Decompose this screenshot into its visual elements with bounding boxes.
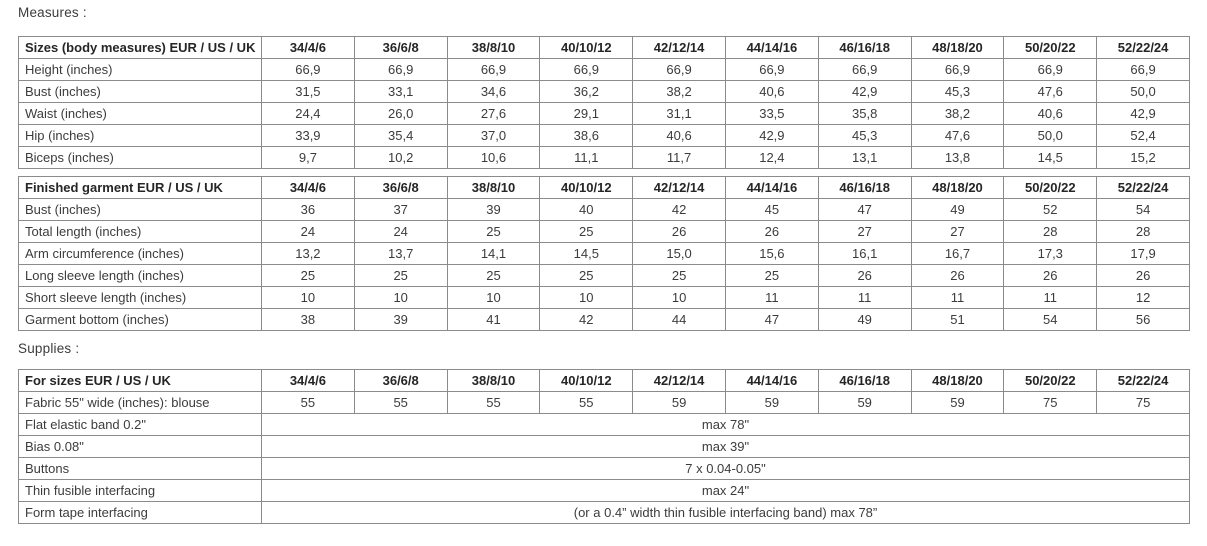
row-label: Total length (inches) [19, 221, 262, 243]
size-column-header: 52/22/24 [1097, 177, 1190, 199]
row-label: Bust (inches) [19, 199, 262, 221]
value-cell: 45,3 [818, 125, 911, 147]
value-cell: 40,6 [1004, 103, 1097, 125]
value-cell: 27,6 [447, 103, 540, 125]
table-row [19, 81, 1190, 103]
value-cell: 10 [354, 287, 447, 309]
value-cell: 17,3 [1004, 243, 1097, 265]
value-cell: 11 [1004, 287, 1097, 309]
value-cell: 25 [447, 265, 540, 287]
value-cell: 45 [725, 199, 818, 221]
table-row [19, 414, 1190, 436]
value-cell: 55 [354, 392, 447, 414]
value-cell: 11 [725, 287, 818, 309]
row-label: Thin fusible interfacing [19, 480, 262, 502]
table-row [19, 458, 1190, 480]
value-cell: 24,4 [262, 103, 355, 125]
table-title-cell: Finished garment EUR / US / UK [19, 177, 262, 199]
value-cell: 15,6 [725, 243, 818, 265]
value-cell: 26 [633, 221, 726, 243]
value-cell: 42,9 [725, 125, 818, 147]
value-cell: 11 [911, 287, 1004, 309]
value-cell: 35,8 [818, 103, 911, 125]
table-row [19, 502, 1190, 524]
value-cell: 59 [633, 392, 726, 414]
table-row [19, 309, 1190, 331]
value-cell: 42,9 [1097, 103, 1190, 125]
value-cell: 47,6 [911, 125, 1004, 147]
value-cell: 12 [1097, 287, 1190, 309]
value-cell: 15,2 [1097, 147, 1190, 169]
value-cell: 42,9 [818, 81, 911, 103]
value-cell: 56 [1097, 309, 1190, 331]
value-cell: 10,6 [447, 147, 540, 169]
value-cell: 37 [354, 199, 447, 221]
value-cell: 24 [262, 221, 355, 243]
size-column-header: 48/18/20 [911, 370, 1004, 392]
merged-value-cell: max 78" [262, 414, 1190, 436]
table-row [19, 147, 1190, 169]
row-label: Height (inches) [19, 59, 262, 81]
value-cell: 37,0 [447, 125, 540, 147]
value-cell: 52,4 [1097, 125, 1190, 147]
value-cell: 25 [540, 221, 633, 243]
size-column-header: 34/4/6 [262, 37, 355, 59]
value-cell: 52 [1004, 199, 1097, 221]
merged-value-cell: max 24" [262, 480, 1190, 502]
value-cell: 66,9 [1097, 59, 1190, 81]
value-cell: 75 [1097, 392, 1190, 414]
value-cell: 59 [818, 392, 911, 414]
table-title-cell: For sizes EUR / US / UK [19, 370, 262, 392]
value-cell: 42 [540, 309, 633, 331]
value-cell: 10 [447, 287, 540, 309]
size-column-header: 52/22/24 [1097, 370, 1190, 392]
table-row [19, 392, 1190, 414]
value-cell: 25 [540, 265, 633, 287]
value-cell: 35,4 [354, 125, 447, 147]
row-label: Form tape interfacing [19, 502, 262, 524]
value-cell: 38,6 [540, 125, 633, 147]
value-cell: 39 [354, 309, 447, 331]
value-cell: 49 [818, 309, 911, 331]
value-cell: 14,5 [1004, 147, 1097, 169]
value-cell: 10 [262, 287, 355, 309]
table-title-cell: Sizes (body measures) EUR / US / UK [19, 37, 262, 59]
value-cell: 10 [540, 287, 633, 309]
table-row [19, 125, 1190, 147]
value-cell: 25 [354, 265, 447, 287]
row-label: Long sleeve length (inches) [19, 265, 262, 287]
value-cell: 66,9 [262, 59, 355, 81]
value-cell: 38,2 [911, 103, 1004, 125]
value-cell: 28 [1004, 221, 1097, 243]
row-label: Fabric 55" wide (inches): blouse [19, 392, 262, 414]
supplies-table [18, 369, 1190, 524]
value-cell: 26 [1097, 265, 1190, 287]
value-cell: 55 [447, 392, 540, 414]
size-column-header: 36/6/8 [354, 177, 447, 199]
row-label: Garment bottom (inches) [19, 309, 262, 331]
merged-value-cell: max 39" [262, 436, 1190, 458]
value-cell: 39 [447, 199, 540, 221]
size-column-header: 48/18/20 [911, 177, 1004, 199]
size-column-header: 46/16/18 [818, 177, 911, 199]
size-column-header: 44/14/16 [725, 37, 818, 59]
value-cell: 26 [1004, 265, 1097, 287]
size-column-header: 40/10/12 [540, 37, 633, 59]
value-cell: 11 [818, 287, 911, 309]
value-cell: 36 [262, 199, 355, 221]
size-column-header: 38/8/10 [447, 37, 540, 59]
value-cell: 66,9 [354, 59, 447, 81]
value-cell: 14,1 [447, 243, 540, 265]
merged-value-cell: 7 x 0.04-0.05" [262, 458, 1190, 480]
value-cell: 47,6 [1004, 81, 1097, 103]
value-cell: 54 [1004, 309, 1097, 331]
value-cell: 26 [725, 221, 818, 243]
value-cell: 33,5 [725, 103, 818, 125]
value-cell: 47 [725, 309, 818, 331]
value-cell: 55 [540, 392, 633, 414]
size-column-header: 50/20/22 [1004, 177, 1097, 199]
table-header-row [19, 177, 1190, 199]
size-column-header: 42/12/14 [633, 37, 726, 59]
value-cell: 75 [1004, 392, 1097, 414]
value-cell: 24 [354, 221, 447, 243]
value-cell: 14,5 [540, 243, 633, 265]
table-header-row [19, 37, 1190, 59]
value-cell: 13,1 [818, 147, 911, 169]
value-cell: 25 [262, 265, 355, 287]
value-cell: 44 [633, 309, 726, 331]
value-cell: 26 [911, 265, 1004, 287]
value-cell: 13,2 [262, 243, 355, 265]
row-label: Flat elastic band 0.2" [19, 414, 262, 436]
value-cell: 45,3 [911, 81, 1004, 103]
size-column-header: 48/18/20 [911, 37, 1004, 59]
value-cell: 25 [447, 221, 540, 243]
size-column-header: 50/20/22 [1004, 37, 1097, 59]
value-cell: 11,7 [633, 147, 726, 169]
merged-value-cell: (or a 0.4” width thin fusible interfacing band) max 78” [262, 502, 1190, 524]
size-column-header: 44/14/16 [725, 177, 818, 199]
value-cell: 31,5 [262, 81, 355, 103]
size-column-header: 36/6/8 [354, 370, 447, 392]
size-column-header: 34/4/6 [262, 370, 355, 392]
value-cell: 13,7 [354, 243, 447, 265]
value-cell: 11,1 [540, 147, 633, 169]
value-cell: 26,0 [354, 103, 447, 125]
value-cell: 51 [911, 309, 1004, 331]
value-cell: 16,7 [911, 243, 1004, 265]
value-cell: 66,9 [725, 59, 818, 81]
size-column-header: 34/4/6 [262, 177, 355, 199]
table-header-row [19, 370, 1190, 392]
value-cell: 13,8 [911, 147, 1004, 169]
value-cell: 29,1 [540, 103, 633, 125]
row-label: Hip (inches) [19, 125, 262, 147]
table-row [19, 480, 1190, 502]
value-cell: 50,0 [1097, 81, 1190, 103]
value-cell: 50,0 [1004, 125, 1097, 147]
value-cell: 17,9 [1097, 243, 1190, 265]
row-label: Bust (inches) [19, 81, 262, 103]
table-row [19, 436, 1190, 458]
size-column-header: 46/16/18 [818, 370, 911, 392]
table-row [19, 221, 1190, 243]
value-cell: 33,1 [354, 81, 447, 103]
value-cell: 10,2 [354, 147, 447, 169]
table-row [19, 287, 1190, 309]
size-column-header: 42/12/14 [633, 177, 726, 199]
value-cell: 66,9 [911, 59, 1004, 81]
size-column-header: 52/22/24 [1097, 37, 1190, 59]
table-row [19, 265, 1190, 287]
value-cell: 59 [911, 392, 1004, 414]
size-column-header: 40/10/12 [540, 177, 633, 199]
value-cell: 40,6 [725, 81, 818, 103]
measures-heading: Measures : [18, 5, 87, 20]
value-cell: 15,0 [633, 243, 726, 265]
size-column-header: 38/8/10 [447, 177, 540, 199]
value-cell: 10 [633, 287, 726, 309]
value-cell: 27 [911, 221, 1004, 243]
value-cell: 66,9 [540, 59, 633, 81]
value-cell: 25 [725, 265, 818, 287]
value-cell: 16,1 [818, 243, 911, 265]
body-measures-table [18, 36, 1190, 169]
table-row [19, 59, 1190, 81]
value-cell: 36,2 [540, 81, 633, 103]
row-label: Biceps (inches) [19, 147, 262, 169]
row-label: Bias 0.08" [19, 436, 262, 458]
value-cell: 42 [633, 199, 726, 221]
size-column-header: 50/20/22 [1004, 370, 1097, 392]
table-row [19, 243, 1190, 265]
row-label: Short sleeve length (inches) [19, 287, 262, 309]
table-row [19, 103, 1190, 125]
value-cell: 41 [447, 309, 540, 331]
supplies-heading: Supplies : [18, 341, 80, 356]
size-column-header: 46/16/18 [818, 37, 911, 59]
value-cell: 40,6 [633, 125, 726, 147]
table-row [19, 199, 1190, 221]
size-column-header: 44/14/16 [725, 370, 818, 392]
value-cell: 25 [633, 265, 726, 287]
size-column-header: 36/6/8 [354, 37, 447, 59]
row-label: Buttons [19, 458, 262, 480]
value-cell: 34,6 [447, 81, 540, 103]
value-cell: 47 [818, 199, 911, 221]
value-cell: 28 [1097, 221, 1190, 243]
value-cell: 59 [725, 392, 818, 414]
value-cell: 31,1 [633, 103, 726, 125]
value-cell: 40 [540, 199, 633, 221]
row-label: Waist (inches) [19, 103, 262, 125]
value-cell: 66,9 [633, 59, 726, 81]
value-cell: 66,9 [447, 59, 540, 81]
value-cell: 54 [1097, 199, 1190, 221]
size-column-header: 40/10/12 [540, 370, 633, 392]
value-cell: 9,7 [262, 147, 355, 169]
value-cell: 38 [262, 309, 355, 331]
value-cell: 33,9 [262, 125, 355, 147]
value-cell: 49 [911, 199, 1004, 221]
value-cell: 27 [818, 221, 911, 243]
value-cell: 38,2 [633, 81, 726, 103]
value-cell: 55 [262, 392, 355, 414]
finished-garment-table [18, 176, 1190, 331]
value-cell: 26 [818, 265, 911, 287]
value-cell: 66,9 [1004, 59, 1097, 81]
value-cell: 12,4 [725, 147, 818, 169]
row-label: Arm circumference (inches) [19, 243, 262, 265]
size-column-header: 42/12/14 [633, 370, 726, 392]
size-column-header: 38/8/10 [447, 370, 540, 392]
value-cell: 66,9 [818, 59, 911, 81]
